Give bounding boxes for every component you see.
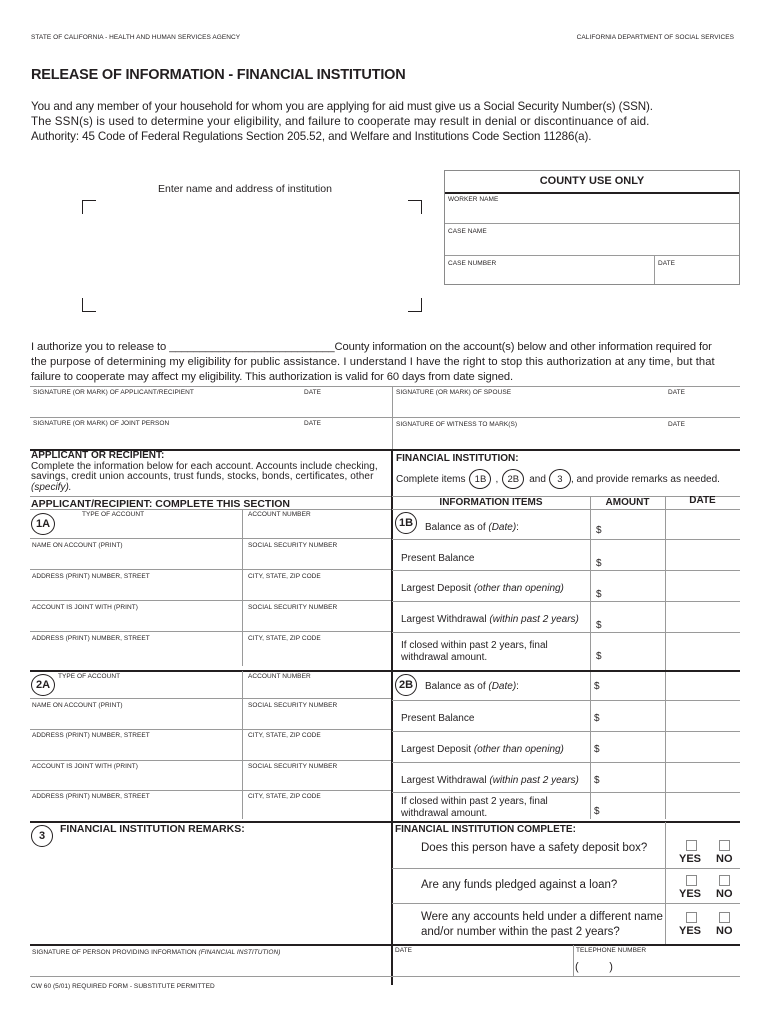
b1-present-balance-amount[interactable]: $ xyxy=(596,558,602,569)
b1-balance-as-of: Balance as of (Date): xyxy=(425,522,519,533)
col-amount: AMOUNT xyxy=(605,497,650,508)
different-name-yes-checkbox[interactable] xyxy=(686,912,697,923)
applicant-desc-2: savings, credit union accounts, trust funds, stocks, bonds, certificates, other xyxy=(31,471,374,482)
col-info-items: INFORMATION ITEMS xyxy=(439,497,543,508)
remarks-heading: FINANCIAL INSTITUTION REMARKS: xyxy=(60,823,245,835)
acct2-number-field[interactable] xyxy=(243,671,391,698)
b2-largest-withdrawal-amount[interactable]: $ xyxy=(594,775,600,786)
worker-name-field[interactable] xyxy=(445,194,739,224)
acct1-address-field[interactable] xyxy=(30,569,242,600)
b2-largest-deposit: Largest Deposit (other than opening) xyxy=(401,744,564,755)
acct1-name-label: NAME ON ACCOUNT (PRINT) xyxy=(32,542,123,549)
joint-signature-label: SIGNATURE (OR MARK) OF JOINT PERSON xyxy=(33,420,170,427)
b2-balance-as-of-amount[interactable]: $ xyxy=(594,681,600,692)
spouse-date-label: DATE xyxy=(668,389,686,396)
applicant-desc-3: (specify). xyxy=(31,481,72,493)
auth-prefix: I authorize you to release to xyxy=(31,341,167,353)
bracket-top-right xyxy=(408,200,422,214)
acct2-joint-address-label: ADDRESS (PRINT) NUMBER, STREET xyxy=(32,793,150,800)
case-number-field[interactable] xyxy=(445,256,655,284)
county-date-label: DATE xyxy=(658,260,676,267)
acct1-joint-city-field[interactable] xyxy=(243,631,391,666)
bracket-bottom-right xyxy=(408,298,422,312)
spouse-signature-field[interactable] xyxy=(393,386,740,417)
b2-closed-final: If closed within past 2 years, final withdrawal amount. xyxy=(401,796,548,819)
b1-largest-deposit-amount[interactable]: $ xyxy=(596,589,602,600)
county-blank-field[interactable]: ___________________________ xyxy=(169,341,335,353)
spouse-signature-label: SIGNATURE (OR MARK) OF SPOUSE xyxy=(396,389,512,396)
auth-line3: failure to cooperate may affect my eligibility. This authorization is valid for 60 days from date signed. xyxy=(31,371,513,383)
agency-left: STATE OF CALIFORNIA - HEALTH AND HUMAN SERVICES AGENCY xyxy=(31,34,241,41)
institution-signature-field[interactable] xyxy=(30,945,391,976)
acct2-ssn-field[interactable] xyxy=(243,698,391,729)
safety-deposit-no-checkbox[interactable] xyxy=(719,840,730,851)
b2-present-balance: Present Balance xyxy=(401,713,475,724)
remarks-field[interactable] xyxy=(30,840,391,944)
b2-largest-deposit-amount[interactable]: $ xyxy=(594,744,600,755)
acct1-joint-address-field[interactable] xyxy=(30,631,242,666)
b1-balance-as-of-amount[interactable]: $ xyxy=(596,525,602,536)
worker-name-label: WORKER NAME xyxy=(448,196,499,203)
acct2-number-label: ACCOUNT NUMBER xyxy=(248,673,311,680)
b2-present-balance-amount[interactable]: $ xyxy=(594,713,600,724)
different-name-no-label: NO xyxy=(716,925,733,937)
badge-2b: 2B xyxy=(395,674,417,696)
badge-2b-ref: 2B xyxy=(502,469,524,489)
acct1-type-field[interactable] xyxy=(30,509,242,538)
county-date-field[interactable] xyxy=(655,256,739,284)
question-safety-deposit: Does this person have a safety deposit box? xyxy=(421,842,648,854)
badge-3: 3 xyxy=(31,825,53,847)
acct2-city-field[interactable] xyxy=(243,729,391,760)
col-date: DATE xyxy=(689,495,716,506)
acct1-address-label: ADDRESS (PRINT) NUMBER, STREET xyxy=(32,573,150,580)
safety-deposit-yes-label: YES xyxy=(679,853,702,865)
acct2-name-label: NAME ON ACCOUNT (PRINT) xyxy=(32,702,123,709)
institution-date-label: DATE xyxy=(395,947,413,954)
acct1-city-label: CITY, STATE, ZIP CODE xyxy=(248,573,321,580)
witness-signature-label: SIGNATURE OF WITNESS TO MARK(S) xyxy=(396,421,518,428)
acct2-type-field[interactable] xyxy=(30,671,242,698)
auth-line1-rest: County information on the account(s) below and other information required for xyxy=(334,341,712,353)
acct1-joint-city-label: CITY, STATE, ZIP CODE xyxy=(248,635,321,642)
instr-suffix: , and provide remarks as needed. xyxy=(570,473,720,485)
acct1-city-field[interactable] xyxy=(243,569,391,600)
funds-pledged-no-label: NO xyxy=(716,888,733,900)
telephone-field[interactable] xyxy=(574,945,740,976)
witness-date-label: DATE xyxy=(668,421,686,428)
acct2-joint-city-field[interactable] xyxy=(243,790,391,819)
acct1-joint-ssn-label: SOCIAL SECURITY NUMBER xyxy=(248,604,338,611)
b2-closed-final-amount[interactable]: $ xyxy=(594,806,600,817)
b1-closed-final-amount[interactable]: $ xyxy=(596,651,602,662)
bracket-top-left xyxy=(82,200,96,214)
different-name-yes-label: YES xyxy=(679,925,702,937)
institution-signature-label: SIGNATURE OF PERSON PROVIDING INFORMATION (FINANCIAL INSTITUTION) xyxy=(32,949,281,956)
instr-comma: , xyxy=(495,473,499,485)
funds-pledged-yes-label: YES xyxy=(679,888,702,900)
question-different-name-line2: and/or number within the past 2 years? xyxy=(421,925,620,938)
acct1-joint-ssn-field[interactable] xyxy=(243,600,391,631)
phone-area-code: ( ) xyxy=(575,961,613,973)
acct2-address-field[interactable] xyxy=(30,729,242,760)
applicant-section-intro xyxy=(31,451,391,493)
form-id: CW 60 (5/01) REQUIRED FORM - SUBSTITUTE PERMITTED xyxy=(31,983,215,990)
b1-largest-deposit: Largest Deposit (other than opening) xyxy=(401,583,564,594)
authorization-text xyxy=(31,340,741,385)
auth-line2: the purpose of determining my eligibility for public assistance. I understand I have the right to stop this authorization at any time, but that xyxy=(31,356,715,368)
acct1-joint-field[interactable] xyxy=(30,600,242,631)
safety-deposit-no-label: NO xyxy=(716,853,733,865)
applicant-heading: APPLICANT OR RECIPIENT: xyxy=(31,450,165,461)
county-use-box xyxy=(444,170,740,285)
intro-line-2: The SSN(s) is used to determine your eligibility, and failure to cooperate may result in denial or discontinuance of aid. xyxy=(31,115,650,128)
acct2-address-label: ADDRESS (PRINT) NUMBER, STREET xyxy=(32,732,150,739)
acct2-name-field[interactable] xyxy=(30,698,242,729)
institution-heading: FINANCIAL INSTITUTION: xyxy=(396,453,519,464)
question-funds-pledged: Are any funds pledged against a loan? xyxy=(421,879,618,891)
case-name-field[interactable] xyxy=(445,224,739,256)
instr-prefix: Complete items xyxy=(396,473,466,485)
institution-complete-heading: FINANCIAL INSTITUTION COMPLETE: xyxy=(395,824,576,835)
case-number-label: CASE NUMBER xyxy=(448,260,497,267)
applicant-desc-1: Complete the information below for each account. Accounts include checking, xyxy=(31,460,378,472)
question-different-name-line1: Were any accounts held under a different name xyxy=(421,911,663,923)
telephone-label: TELEPHONE NUMBER xyxy=(576,947,647,954)
acct1-number-label: ACCOUNT NUMBER xyxy=(248,511,311,518)
b1-closed-final: If closed within past 2 years, final withdrawal amount. xyxy=(401,640,548,663)
agency-right: CALIFORNIA DEPARTMENT OF SOCIAL SERVICES xyxy=(576,34,734,41)
acct2-joint-address-field[interactable] xyxy=(30,790,242,819)
funds-pledged-no-checkbox[interactable] xyxy=(719,875,730,886)
instr-and: and xyxy=(529,473,546,485)
acct2-joint-ssn-field[interactable] xyxy=(243,760,391,790)
acct2-type-label: TYPE OF ACCOUNT xyxy=(58,673,121,680)
joint-date-label: DATE xyxy=(304,420,322,427)
acct2-joint-ssn-label: SOCIAL SECURITY NUMBER xyxy=(248,763,338,770)
acct2-joint-city-label: CITY, STATE, ZIP CODE xyxy=(248,793,321,800)
acct2-joint-field[interactable] xyxy=(30,760,242,790)
b2-largest-withdrawal: Largest Withdrawal (within past 2 years) xyxy=(401,775,579,786)
acct2-city-label: CITY, STATE, ZIP CODE xyxy=(248,732,321,739)
applicant-complete-heading: APPLICANT/RECIPIENT: COMPLETE THIS SECTION xyxy=(31,498,291,510)
case-name-label: CASE NAME xyxy=(448,228,487,235)
institution-date-field[interactable] xyxy=(393,945,573,976)
intro-text xyxy=(31,99,741,144)
b1-largest-withdrawal-amount[interactable]: $ xyxy=(596,620,602,631)
acct2-joint-label: ACCOUNT IS JOINT WITH (PRINT) xyxy=(32,763,138,770)
witness-signature-field[interactable] xyxy=(393,417,740,448)
applicant-date-label: DATE xyxy=(304,389,322,396)
page-title: RELEASE OF INFORMATION - FINANCIAL INSTITUTION xyxy=(31,67,406,83)
b1-present-balance: Present Balance xyxy=(401,553,475,564)
acct1-ssn-field[interactable] xyxy=(243,538,391,569)
county-use-title: COUNTY USE ONLY xyxy=(445,171,739,194)
b1-largest-withdrawal: Largest Withdrawal (within past 2 years) xyxy=(401,614,579,625)
acct1-joint-label: ACCOUNT IS JOINT WITH (PRINT) xyxy=(32,604,138,611)
acct1-name-field[interactable] xyxy=(30,538,242,569)
acct1-ssn-label: SOCIAL SECURITY NUMBER xyxy=(248,542,338,549)
acct2-ssn-label: SOCIAL SECURITY NUMBER xyxy=(248,702,338,709)
bracket-bottom-left xyxy=(82,298,96,312)
institution-address-field[interactable] xyxy=(82,200,422,312)
badge-3-ref: 3 xyxy=(549,469,571,489)
applicant-signature-field[interactable] xyxy=(30,386,392,417)
badge-1a: 1A xyxy=(31,513,55,535)
funds-pledged-yes-checkbox[interactable] xyxy=(686,875,697,886)
intro-line-3: Authority: 45 Code of Federal Regulations Section 205.52, and Welfare and Institutions Code Section 11286(a). xyxy=(31,130,592,143)
joint-signature-field[interactable] xyxy=(30,417,392,448)
b2-balance-as-of: Balance as of (Date): xyxy=(425,681,519,692)
question-different-name xyxy=(421,910,663,939)
institution-address-label: Enter name and address of institution xyxy=(158,183,332,195)
badge-1b: 1B xyxy=(395,512,417,534)
institution-instructions xyxy=(396,469,720,489)
different-name-no-checkbox[interactable] xyxy=(719,912,730,923)
badge-2a: 2A xyxy=(31,674,55,696)
intro-line-1: You and any member of your household for whom you are applying for aid must give us a Social Security Number(s) (SSN). xyxy=(31,100,653,113)
safety-deposit-yes-checkbox[interactable] xyxy=(686,840,697,851)
badge-1b-ref: 1B xyxy=(469,469,491,489)
applicant-signature-label: SIGNATURE (OR MARK) OF APPLICANT/RECIPIENT xyxy=(33,389,194,396)
acct1-number-field[interactable] xyxy=(243,509,391,538)
acct1-type-label: TYPE OF ACCOUNT xyxy=(82,511,145,518)
acct1-joint-address-label: ADDRESS (PRINT) NUMBER, STREET xyxy=(32,635,150,642)
